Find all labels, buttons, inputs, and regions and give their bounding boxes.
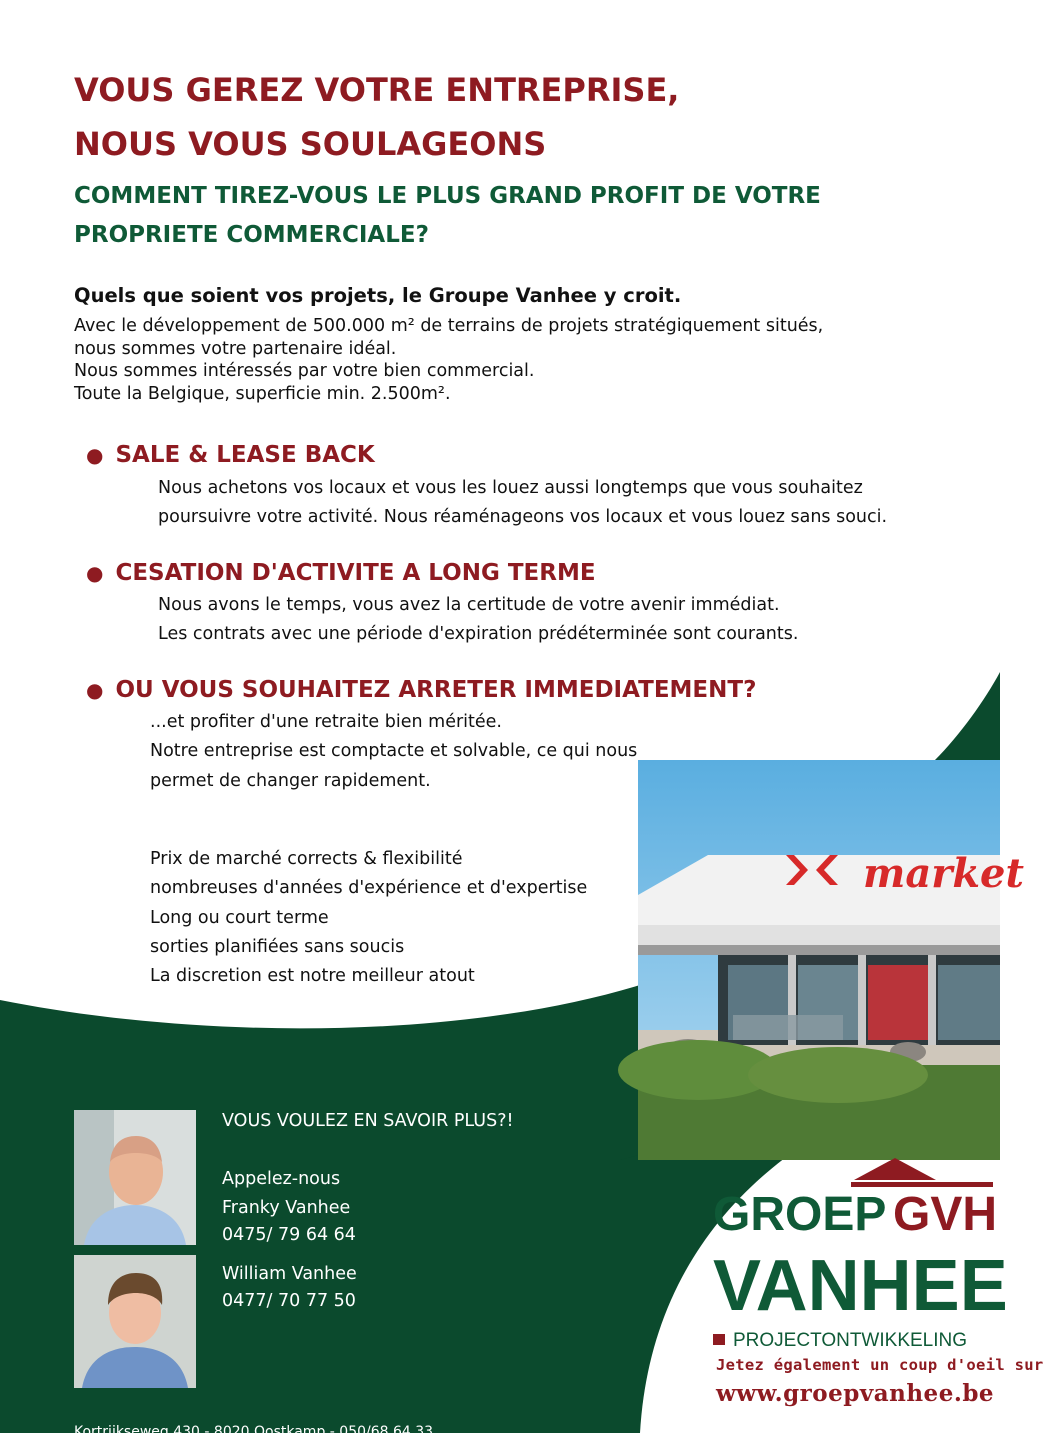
section-text: Les contrats avec une période d'expiration prédéterminée sont courants.: [158, 624, 799, 644]
subtitle-line2: PROPRIETE COMMERCIALE?: [74, 222, 429, 248]
phone-link-franky[interactable]: 0475/ 79 64 64: [222, 1225, 356, 1245]
phone-link-william[interactable]: 0477/ 70 77 50: [222, 1291, 356, 1311]
section-text: ...et profiter d'une retraite bien méritée.: [150, 712, 502, 732]
section-title-sale-lease-back: [86, 440, 375, 470]
company-logo: [713, 1158, 1008, 1358]
tagline: Jetez également un coup d'oeil sur: [716, 1356, 1043, 1374]
section-text: permet de changer rapidement.: [150, 771, 431, 791]
bullet-icon: ●: [86, 678, 104, 702]
section-text: Nous avons le temps, vous avez la certitude de votre avenir immédiat.: [158, 595, 780, 615]
section-title-text: SALE & LEASE BACK: [115, 442, 375, 468]
portrait-william: [74, 1255, 196, 1388]
advantage-item: Prix de marché corrects & flexibilité: [150, 849, 463, 869]
section-text: Notre entreprise est comptacte et solvable, ce qui nous: [150, 741, 638, 761]
page-title-line1: VOUS GEREZ VOTRE ENTREPRISE,: [74, 71, 680, 109]
advantage-item: nombreuses d'années d'expérience et d'expertise: [150, 878, 588, 898]
intro-line: Avec le développement de 500.000 m² de terrains de projets stratégiquement situés,: [74, 316, 824, 336]
section-title-text: CESATION D'ACTIVITE A LONG TERME: [115, 560, 596, 586]
website-link[interactable]: www.groepvanhee.be: [716, 1380, 995, 1407]
section-text: poursuivre votre activité. Nous réaménageons vos locaux et vous louez sans souci.: [158, 507, 888, 527]
contact-name-william: William Vanhee: [222, 1264, 357, 1284]
intro-line: Toute la Belgique, superficie min. 2.500m².: [74, 384, 451, 404]
intro-line: nous sommes votre partenaire idéal.: [74, 339, 397, 359]
section-text: Nous achetons vos locaux et vous les louez aussi longtemps que vous souhaitez: [158, 478, 863, 498]
advantage-item: Long ou court terme: [150, 908, 329, 928]
logo-groep: GROEP: [713, 1188, 887, 1241]
logo-subtitle: PROJECTONTWIKKELING: [733, 1330, 968, 1351]
store-photo: [638, 760, 1024, 1160]
portrait-franky: [74, 1110, 196, 1245]
intro-lead: Quels que soient vos projets, le Groupe Vanhee y croit.: [74, 284, 682, 307]
subtitle-line1: COMMENT TIREZ-VOUS LE PLUS GRAND PROFIT DE VOTRE: [74, 183, 821, 209]
contact-call: Appelez-nous: [222, 1169, 341, 1189]
bullet-icon: ●: [86, 561, 104, 585]
intro-line: Nous sommes intéressés par votre bien commercial.: [74, 361, 535, 381]
section-title-cessation: [86, 558, 596, 588]
bullet-icon: ●: [86, 443, 104, 467]
footer-address: Kortrijkseweg 430 - 8020 Oostkamp - 050/68 64 33: [74, 1424, 434, 1440]
contact-title: VOUS VOULEZ EN SAVOIR PLUS?!: [222, 1111, 514, 1131]
section-title-arreter: [86, 675, 756, 705]
section-title-text: OU VOUS SOUHAITEZ ARRETER IMMEDIATEMENT?: [115, 677, 757, 703]
page-title-line2: NOUS VOUS SOULAGEONS: [74, 125, 547, 163]
contact-name-franky: Franky Vanhee: [222, 1198, 351, 1218]
store-sign: market: [863, 850, 1024, 897]
advantage-item: La discretion est notre meilleur atout: [150, 966, 475, 986]
advantage-item: sorties planifiées sans soucis: [150, 937, 405, 957]
logo-vanhee: VANHEE: [713, 1246, 1008, 1326]
logo-initials: GVH: [893, 1188, 998, 1241]
